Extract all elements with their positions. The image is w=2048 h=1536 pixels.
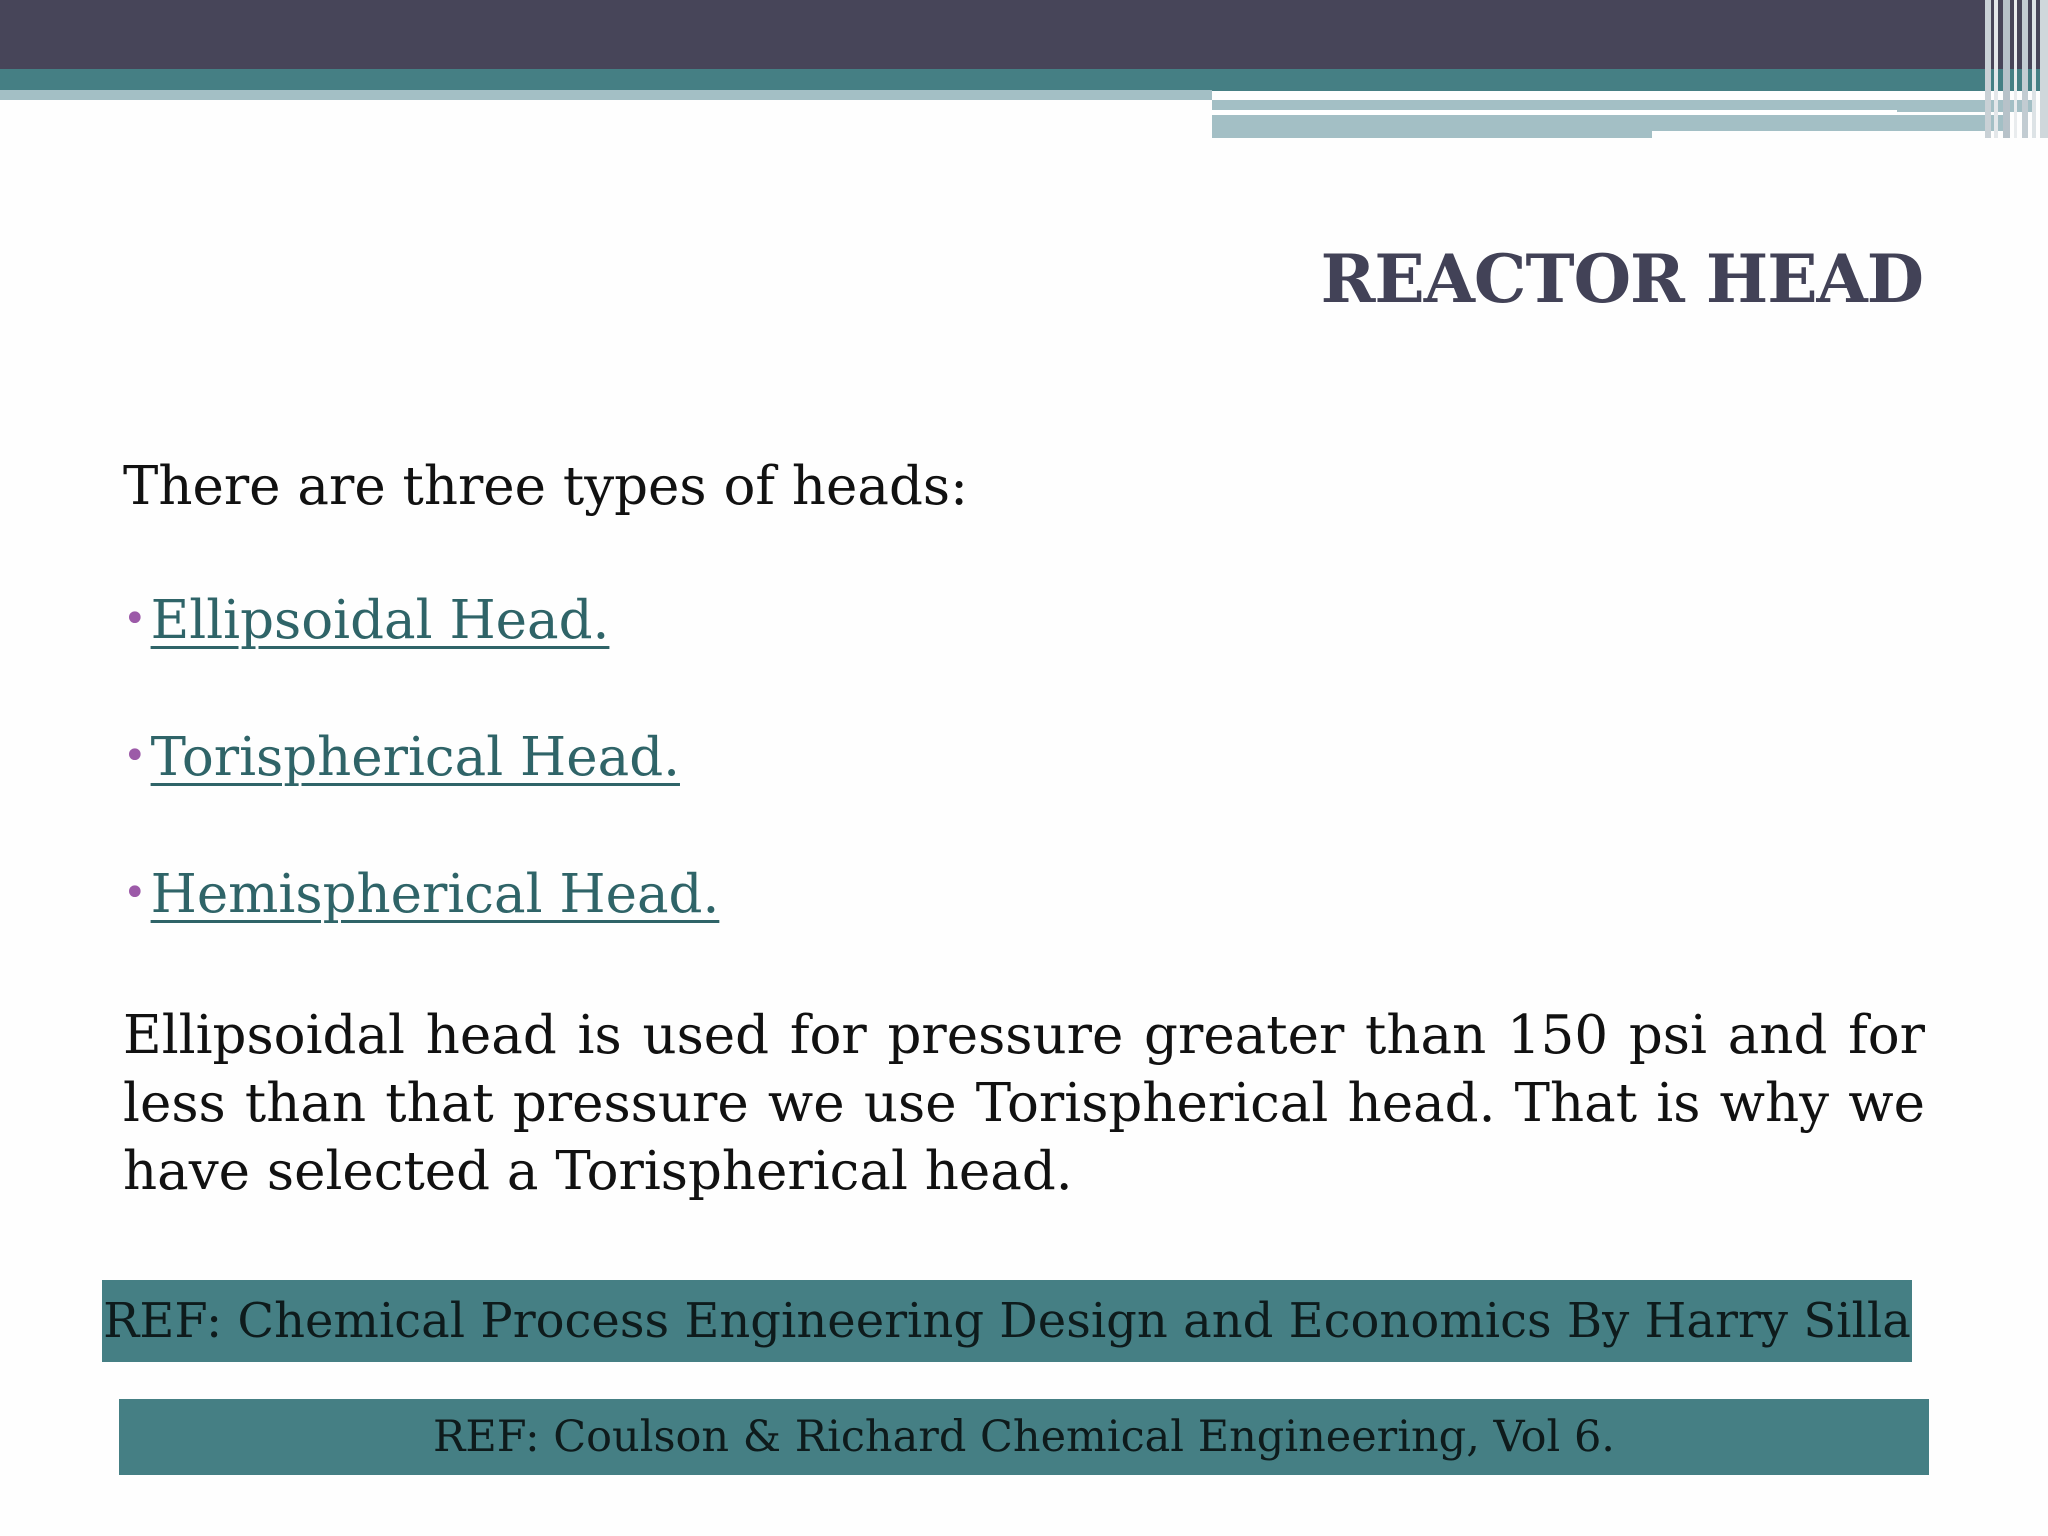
- hemispherical-head-link[interactable]: Hemispherical Head.: [150, 864, 720, 925]
- explanation-paragraph: Ellipsoidal head is used for pressure greater than 150 psi and for less than that pressure we use Torispherical head. That is why we have selected a Torispherical head.: [123, 1005, 1925, 1202]
- bullet-icon: •: [123, 596, 147, 642]
- header-stripe: [1994, 0, 1998, 138]
- head-types-list: [123, 590, 719, 1001]
- header-stripe: [2032, 0, 2036, 138]
- header-stripe: [2014, 0, 2017, 138]
- header-stripe: [2040, 0, 2048, 138]
- header-teal-band: [0, 69, 2048, 91]
- slide-title: REACTOR HEAD: [1320, 240, 1923, 318]
- bullet-icon: •: [123, 870, 147, 916]
- ellipsoidal-head-link[interactable]: Ellipsoidal Head.: [150, 590, 610, 651]
- header-stripe: [1985, 0, 1991, 138]
- reference-text: REF: Chemical Process Engineering Design and Economics By Harry Silla: [103, 1293, 1911, 1349]
- bullet-icon: •: [123, 733, 147, 779]
- header-stripe: [2022, 0, 2028, 138]
- intro-text: There are three types of heads:: [123, 456, 968, 517]
- header-stripe: [2003, 0, 2010, 138]
- list-item-ellipsoidal: [123, 590, 719, 727]
- header-dark-band: [0, 0, 2048, 69]
- list-item-hemispherical: [123, 864, 719, 1001]
- list-item-torispherical: [123, 727, 719, 864]
- header-white-notch: [0, 100, 1212, 140]
- torispherical-head-link[interactable]: Torispherical Head.: [150, 727, 680, 788]
- reference-box-silla: [102, 1280, 1912, 1362]
- header-light-band-lower-right: [1652, 115, 2010, 131]
- reference-text: REF: Coulson & Richard Chemical Engineering, Vol 6.: [433, 1412, 1615, 1462]
- header-light-band-lower: [1212, 115, 1652, 138]
- reference-box-coulson: [119, 1399, 1929, 1475]
- header-light-band-left: [0, 90, 1212, 100]
